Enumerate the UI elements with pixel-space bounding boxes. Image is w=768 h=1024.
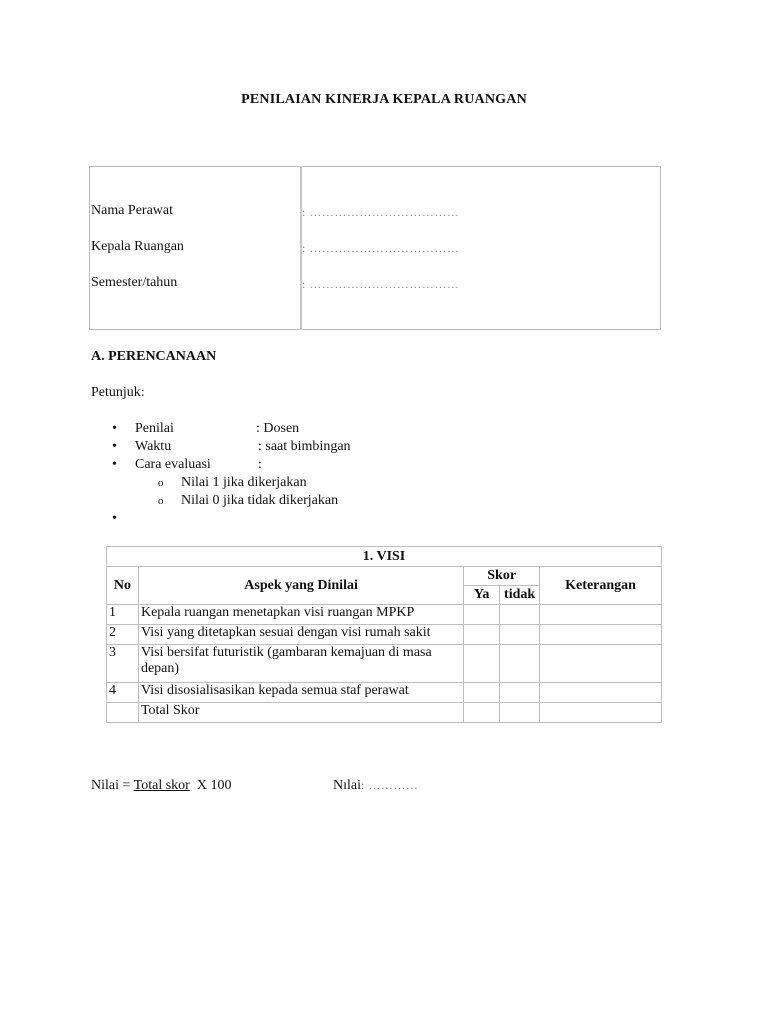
nilai-result-label: Nılai [333, 778, 361, 793]
cell-keterangan-total[interactable] [540, 703, 662, 723]
bullet-cara-evaluasi-value: : [258, 457, 262, 472]
cell-ya-total[interactable] [464, 703, 500, 723]
page-title: PENILAIAN KINERJA KEPALA RUANGAN [241, 92, 527, 107]
bullet-glyph: • [112, 439, 117, 454]
cell-no: 4 [107, 683, 139, 703]
bullet-glyph-empty: • [112, 511, 117, 526]
label-semester-tahun: Semester/tahun [91, 275, 178, 290]
bullet-waktu-label: Waktu [135, 439, 172, 454]
cell-ya[interactable] [464, 605, 500, 625]
field-nama-perawat[interactable]: : ……………………………… [302, 205, 460, 219]
nilai-result-field[interactable]: : ………… [361, 778, 419, 792]
table-row [107, 683, 662, 703]
table-row [107, 625, 662, 645]
header-no: No [107, 567, 139, 605]
cell-no: 3 [107, 645, 139, 683]
nilai-formula [91, 778, 231, 794]
header-tidak: tidak [500, 586, 540, 605]
cell-no: 1 [107, 605, 139, 625]
cell-ya[interactable] [464, 625, 500, 645]
bullet-glyph: • [112, 421, 117, 436]
cell-tidak-total[interactable] [500, 703, 540, 723]
cell-keterangan[interactable] [540, 683, 662, 703]
bullet-glyph: • [112, 457, 117, 472]
header-ya: Ya [464, 586, 500, 605]
formula-total-skor: Total skor [133, 778, 190, 793]
header-keterangan: Keterangan [540, 567, 662, 605]
cell-aspek: Visi bersifat futuristik (gambaran kemajuan di masa depan) [138, 645, 463, 683]
header-skor: Skor [464, 567, 540, 586]
sub-bullet-glyph: o [158, 495, 164, 507]
petunjuk-label: Petunjuk: [91, 385, 145, 400]
label-kepala-ruangan: Kepala Ruangan [91, 239, 184, 254]
cell-total-label: Total Skor [138, 703, 463, 723]
cell-tidak[interactable] [500, 683, 540, 703]
sub-bullet-nilai-1: Nilai 1 jika dikerjakan [181, 475, 307, 490]
table-row [107, 605, 662, 625]
cell-tidak[interactable] [500, 625, 540, 645]
sub-bullet-glyph: o [158, 477, 164, 489]
formula-suffix: X 100 [189, 778, 232, 793]
nilai-result [333, 778, 418, 794]
cell-ya[interactable] [464, 645, 500, 683]
cell-aspek: Kepala ruangan menetapkan visi ruangan MPKP [138, 605, 463, 625]
bullet-penilai-label: Penilai [135, 421, 174, 436]
field-kepala-ruangan[interactable]: : ……………………………… [302, 241, 460, 255]
visi-table [106, 546, 662, 723]
sub-bullet-nilai-0: Nilai 0 jika tidak dikerjakan [181, 493, 339, 508]
formula-prefix: Nilai = [91, 778, 134, 793]
table-row [107, 645, 662, 683]
label-nama-perawat: Nama Perawat [91, 203, 174, 218]
table-row-total [107, 703, 662, 723]
cell-tidak[interactable] [500, 605, 540, 625]
bullet-cara-evaluasi-label: Cara evaluasi [135, 457, 211, 472]
field-semester-tahun[interactable]: : ……………………………… [302, 277, 460, 291]
section-heading: A. PERENCANAAN [91, 349, 217, 364]
bullet-penilai-value: : Dosen [256, 421, 300, 436]
cell-aspek: Visi disosialisasikan kepada semua staf perawat [138, 683, 463, 703]
bullet-waktu-value: : saat bimbingan [258, 439, 351, 454]
cell-keterangan[interactable] [540, 605, 662, 625]
cell-ya[interactable] [464, 683, 500, 703]
cell-tidak[interactable] [500, 645, 540, 683]
cell-keterangan[interactable] [540, 625, 662, 645]
cell-keterangan[interactable] [540, 645, 662, 683]
cell-aspek: Visi yang ditetapkan sesuai dengan visi rumah sakit [138, 625, 463, 645]
table-title: 1. VISI [107, 547, 662, 567]
header-aspek: Aspek yang Dinilai [138, 567, 463, 605]
cell-no: 2 [107, 625, 139, 645]
cell-no-empty [107, 703, 139, 723]
